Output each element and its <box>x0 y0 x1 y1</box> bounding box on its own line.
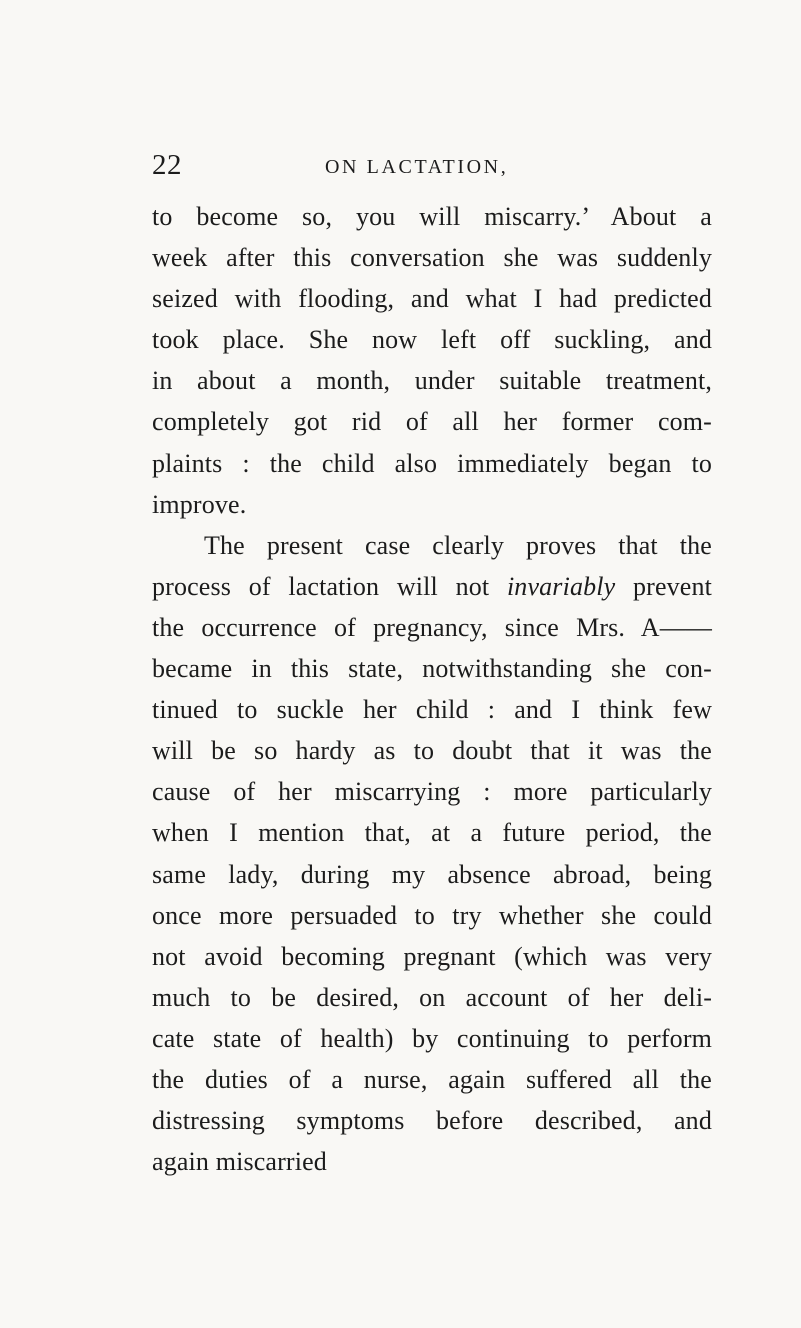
text-line: not avoid becoming pregnant (which was very <box>152 941 712 971</box>
text-line: tinued to suckle her child : and I think few <box>152 695 712 725</box>
text-line: much to be desired, on account of her deli- <box>152 982 712 1012</box>
text-line: plaints : the child also immediately began to <box>152 448 712 478</box>
text-line: cause of her miscarrying : more particularly <box>152 777 712 807</box>
text-line: same lady, during my absence abroad, being <box>152 859 712 889</box>
text-line: cate state of health) by continuing to perform <box>152 1023 712 1053</box>
text-line: once more persuaded to try whether she could <box>152 900 712 930</box>
paragraph-start-line: The present case clearly proves that the <box>204 530 712 560</box>
text-line <box>152 566 712 607</box>
text-line: seized with flooding, and what I had predicted <box>152 284 712 314</box>
text-line: completely got rid of all her former com- <box>152 407 712 437</box>
running-head <box>152 148 712 188</box>
text-line: when I mention that, at a future period, the <box>152 818 712 848</box>
body-text <box>152 196 712 1182</box>
text-line: week after this conversation she was suddenly <box>152 243 712 273</box>
text-fragment: process of lactation will not <box>152 571 507 601</box>
running-title: ON LACTATION, <box>325 156 509 178</box>
text-line: again miscarried <box>152 1147 327 1177</box>
text-line: the duties of a nurse, again suffered all the <box>152 1064 712 1094</box>
italic-emphasis: invariably <box>506 571 616 601</box>
text-line: took place. She now left off suckling, and <box>152 325 712 355</box>
text-line: will be so hardy as to doubt that it was the <box>152 736 712 766</box>
text-line: in about a month, under suitable treatment, <box>152 366 712 396</box>
text-fragment: prevent <box>615 571 712 601</box>
text-line: the occurrence of pregnancy, since Mrs. A—— <box>152 612 712 642</box>
text-line: became in this state, notwithstanding she con- <box>152 654 712 684</box>
text-line: to become so, you will miscarry.’ About a <box>152 202 712 231</box>
text-line: improve. <box>152 489 247 519</box>
text-line: distressing symptoms before described, and <box>152 1106 712 1136</box>
page-number: 22 <box>152 149 182 181</box>
